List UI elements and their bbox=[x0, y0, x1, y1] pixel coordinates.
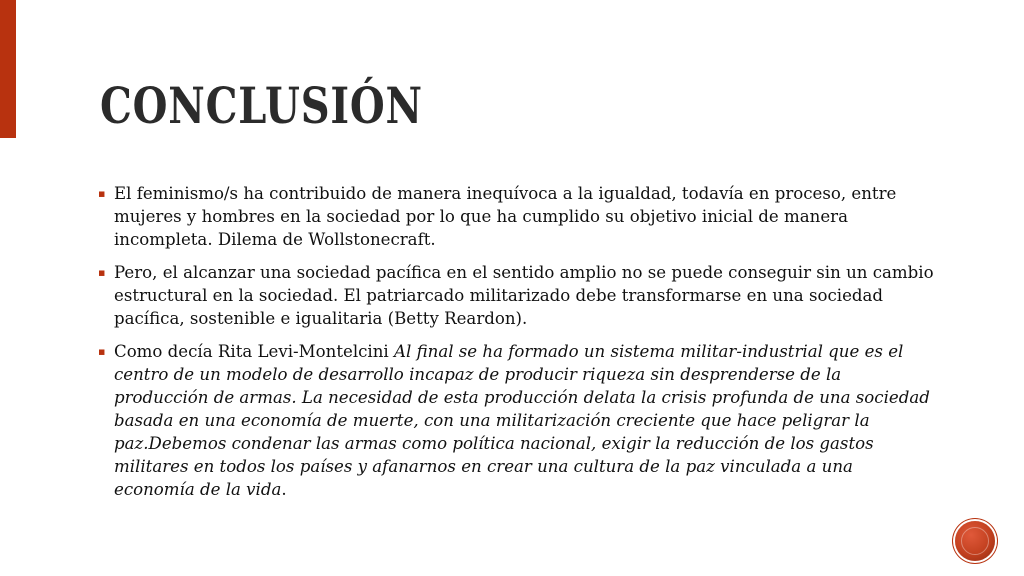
bullet-item-2 bbox=[96, 261, 936, 330]
bullet-tail-3: . bbox=[281, 480, 287, 499]
square-bullet-icon: ▪ bbox=[98, 266, 106, 279]
bullet-quote-3: Al final se ha formado un sistema militar-industrial que es el centro de un modelo de desarrollo incapaz de producir riqueza sin desprenderse de la producción de armas. La necesidad de esta producción delata la crisis profunda de una sociedad basada en una economía de muerte, con una militarización creciente que hace peligrar la paz.Debemos condenar las armas como política nacional, exigir la reducción de los gastos militares en todos los países y afanarnos en crear una cultura de la paz vinculada a una economía de la vida bbox=[114, 342, 930, 499]
bullet-item-1 bbox=[96, 182, 936, 251]
bullet-item-3 bbox=[96, 340, 936, 501]
square-bullet-icon: ▪ bbox=[98, 345, 106, 358]
bullet-lead-3: Como decía Rita Levi-Montelcini bbox=[114, 342, 394, 361]
square-bullet-icon: ▪ bbox=[98, 187, 106, 200]
title-accent-bar bbox=[0, 0, 16, 138]
slide-number-badge-icon bbox=[955, 521, 995, 561]
bullet-text-1: El feminismo/s ha contribuido de manera inequívoca a la igualdad, todavía en proceso, entre mujeres y hombres en la sociedad por lo que ha cumplido su objetivo inicial de manera incompleta. Dilema de Wollstonecraft. bbox=[114, 184, 897, 249]
bullet-list bbox=[96, 182, 936, 511]
badge-ring bbox=[961, 527, 989, 555]
slide-title: CONCLUSIÓN bbox=[100, 76, 423, 135]
bullet-text-2: Pero, el alcanzar una sociedad pacífica en el sentido amplio no se puede conseguir sin un cambio estructural en la sociedad. El patriarcado militarizado debe transformarse en una sociedad pacífica, sostenible e igualitaria (Betty Reardon). bbox=[114, 263, 934, 328]
